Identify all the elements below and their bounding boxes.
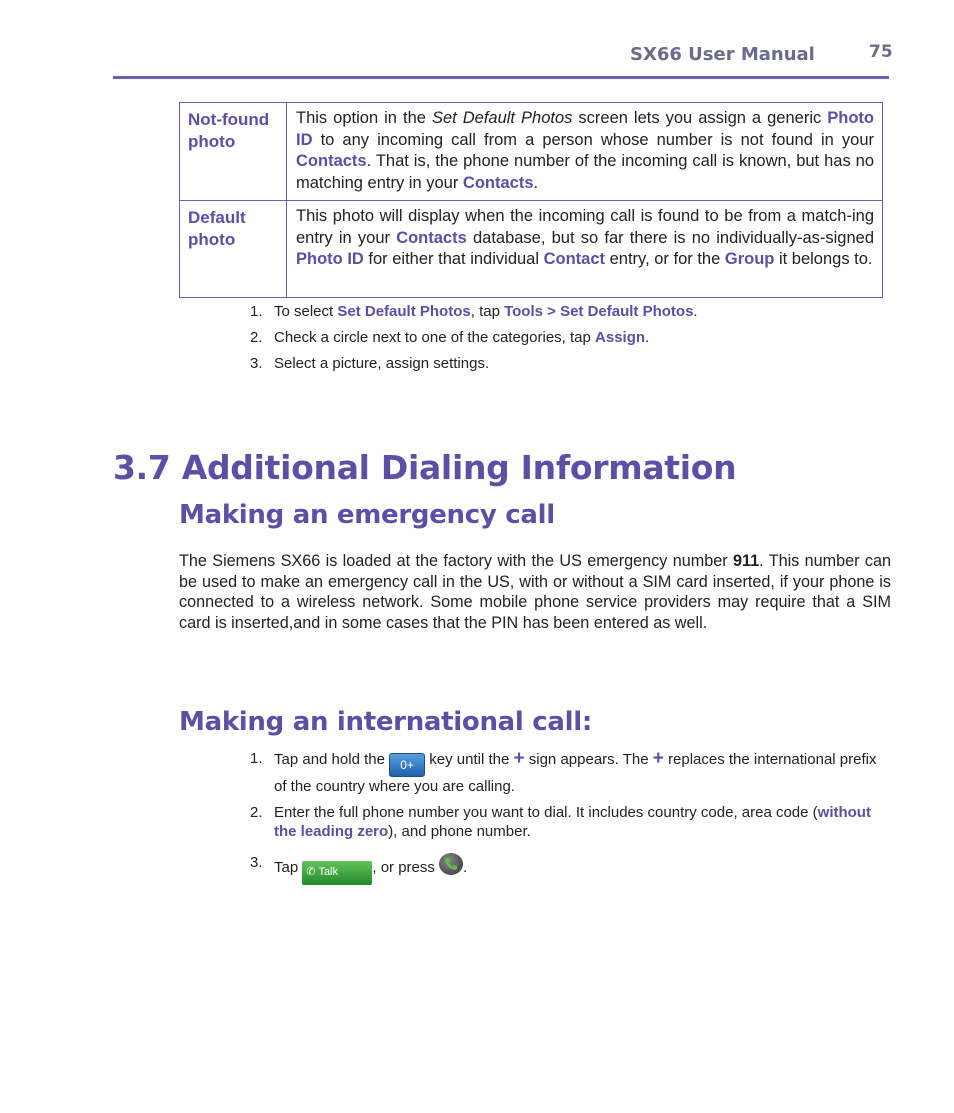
list-item: 3. Select a picture, assign settings.	[250, 355, 490, 372]
step-number: 1.	[250, 750, 263, 767]
list-item: 2. Check a circle next to one of the categories, tap Assign.	[250, 329, 650, 346]
header-title: SX66 User Manual	[630, 44, 815, 65]
step-number: 3.	[250, 355, 263, 372]
photo-steps-list	[250, 302, 698, 373]
step-number: 2.	[250, 804, 263, 821]
plus-sign: +	[513, 748, 525, 769]
desc-default-photo: This photo will display when the incoming call is found to be from a match-ing entry in your Contacts database, but so far there is no individually-as-signed Photo ID for either that individual Contact entry, or for the Group it belongs to.	[287, 201, 883, 298]
step-number: 1.	[250, 303, 263, 320]
term-not-found-photo: Not-found photo	[180, 103, 287, 201]
zero-plus-key-icon: 0+	[389, 753, 425, 777]
phone-call-key-icon[interactable]	[439, 853, 463, 875]
list-item: 2. Enter the full phone number you want to dial. It includes country code, area code (without the leading zero), and phone number.	[250, 804, 871, 840]
desc-not-found-photo: This option in the Set Default Photos screen lets you assign a generic Photo ID to any incoming call from a person whose number is not found in your Contacts. That is, the phone number of the incoming call is known, but has no matching entry in your Contacts.	[287, 103, 883, 201]
table-row	[180, 201, 883, 298]
list-item: 1. Tap and hold the 0+ key until the + sign appears. The + replaces the international prefix of the country where you are calling.	[250, 748, 877, 795]
header-rule	[113, 76, 889, 79]
list-item: 1. To select Set Default Photos, tap Tools > Set Default Photos.	[250, 303, 698, 320]
international-heading: Making an international call:	[179, 707, 592, 737]
page-number: 75	[869, 42, 893, 62]
table-row	[180, 103, 883, 201]
emergency-heading: Making an emergency call	[179, 500, 555, 530]
plus-sign: +	[652, 748, 664, 769]
step-number: 2.	[250, 329, 263, 346]
talk-label: Talk	[318, 866, 338, 878]
phone-talk-icon[interactable]: ✆ Talk	[302, 861, 372, 885]
section-title: 3.7 Additional Dialing Information	[113, 448, 737, 487]
list-item: 3. Tap ✆ Talk , or press .	[250, 853, 891, 885]
photo-options-table	[179, 102, 883, 298]
international-steps-list	[250, 749, 891, 885]
step-number: 3.	[250, 854, 263, 871]
term-default-photo: Default photo	[180, 201, 287, 298]
emergency-paragraph: The Siemens SX66 is loaded at the factory with the US emergency number 911. This number can be used to make an emergency call in the US, with or without a SIM card inserted, if your phone is connected to a wireless network. Some mobile phone service providers may require that a SIM card is inserted,and in some cases that the PIN has been entered as well.	[179, 552, 892, 632]
